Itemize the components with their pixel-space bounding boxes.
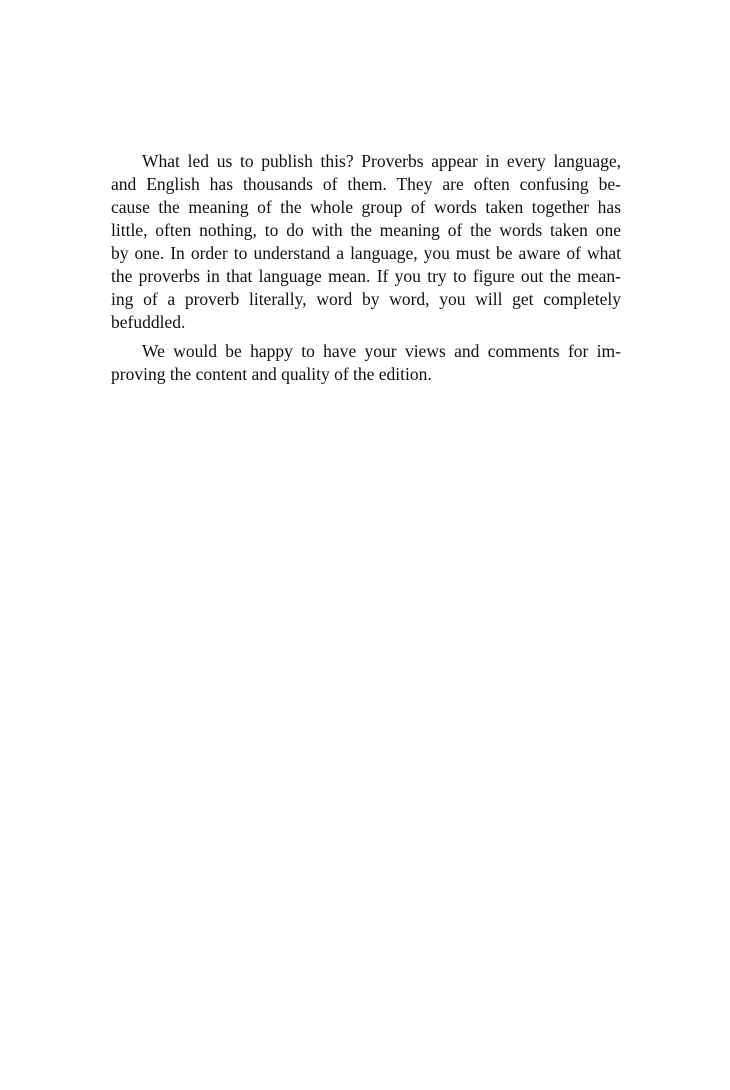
text-line: What led us to publish this? Proverbs appear in every language, xyxy=(142,151,621,171)
text-line: We would be happy to have your views and comments for im- xyxy=(142,341,621,361)
text-line: little, often nothing, to do with the meaning of the words taken one xyxy=(111,220,621,240)
text-line: proving the content and quality of the edition. xyxy=(111,364,432,384)
text-line: and English has thousands of them. They are often confusing be- xyxy=(111,174,621,194)
text-line: by one. In order to understand a language, you must be aware of what xyxy=(111,243,621,263)
text-line: the proverbs in that language mean. If you try to figure out the mean- xyxy=(111,266,621,286)
preface-text xyxy=(111,150,621,386)
text-line: ing of a proverb literally, word by word, you will get completely xyxy=(111,289,621,309)
text-line: befuddled. xyxy=(111,312,186,332)
paragraph-1 xyxy=(111,150,621,334)
text-line: cause the meaning of the whole group of words taken together has xyxy=(111,197,621,217)
paragraph-2 xyxy=(111,340,621,386)
